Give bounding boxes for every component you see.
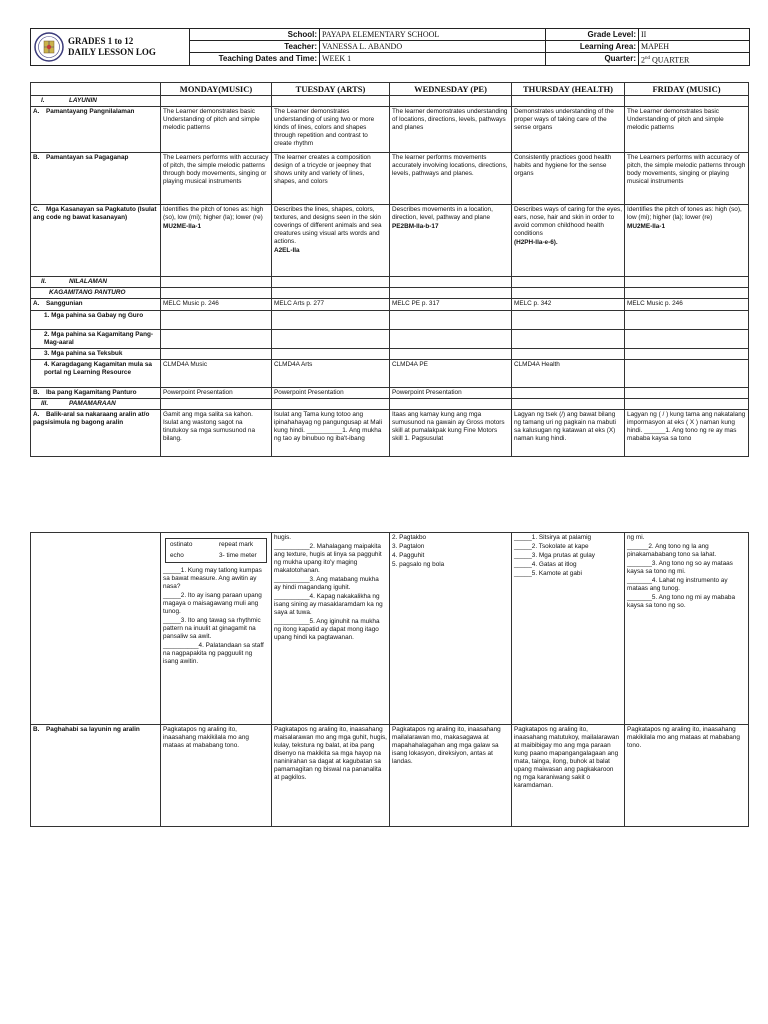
empty-cell [161,399,272,410]
empty-cell [272,288,390,299]
section-nilalaman [31,277,161,288]
question-item: __________4. Kapag nakakalikha ng isang sining ay masaklaramdam ka ng saya at tuwa. [274,593,383,616]
school-label: School: [190,29,320,41]
row-label [31,360,161,388]
question-item: __________4. Palatandaan sa staff na nagpapakita ng pagguulit ng isang awitin. [163,642,264,665]
section-pamamaraan-row [31,399,749,410]
cell-tuesday [272,205,390,277]
empty-cell [161,311,272,330]
cell-monday: Pagkatapos ng araling ito, inaasahang makikilala mo ang mataas at mababang tono. [161,725,272,827]
empty-cell [512,349,625,360]
list-item: 2. Pagtakbo [392,534,427,541]
quarter-value [639,53,749,65]
question-item: _____1. Kung may tatlong kumpas sa bawat measure. Ang awitin ay nasa? [163,567,262,590]
cell-wednesday: Powerpoint Presentation [390,388,512,399]
row-karagdagang-kagamitan [31,360,749,388]
empty-cell [625,96,749,107]
question-item: __________3. Ang matabang mukha ay hindi magandang iguhit. [274,576,379,591]
lesson-table-part2 [30,532,749,827]
empty-cell [272,330,390,349]
cell-wednesday: MELC PE p. 317 [390,299,512,311]
question-item: ng mi. [627,534,645,541]
question-item: _______4. Lahat ng instrumento ay mataas ang tunog. [627,577,728,592]
list-item: _____5. Kamote at gabi [514,570,582,577]
section-nilalaman-row [31,277,749,288]
section-layunin [31,96,161,107]
empty-cell [272,399,390,410]
cell-monday [161,205,272,277]
row-label-text: Mga pahina sa Teksbuk [51,350,123,357]
row-label-text: Mga pahina sa Gabay ng Guro [51,312,144,319]
day-header-thursday: THURSDAY (HEALTH) [512,83,625,96]
list-item: 4. Pagguhit [392,552,425,559]
school-value: PAYAPA ELEMENTARY SCHOOL [320,29,546,41]
cell-wednesday: The learner demonstrates understanding of locations, directions, levels, pathways and planes [390,107,512,153]
cell-thursday [512,388,625,399]
section-layunin-title: LAYUNIN [69,97,97,104]
row-label-text: Karagdagang Kagamitan mula sa portal ng Learning Resource [44,361,152,376]
row-label [31,330,161,349]
section-pamamaraan-num: III. [41,400,49,407]
cell-thursday: CLMD4A Health [512,360,625,388]
cell-tuesday: The Learner demonstrates understanding of using two or more kinds of lines, colors and shapes through repetition and contrast to create rhythm [272,107,390,153]
cell-text: Identifies the pitch of tones as: high (so), low (mi); higher (la); lower (re) [163,206,264,221]
cell-friday: MELC Music p. 246 [625,299,749,311]
header-title [68,36,156,58]
empty-cell [625,330,749,349]
empty-cell [390,330,512,349]
cell-tuesday: The learner creates a composition design of a tricycle or jeepney that shows unity and variety of lines, shapes, and colors [272,153,390,205]
teacher-value: VANESSA L. ABANDO [320,41,546,53]
cell-monday: Powerpoint Presentation [161,388,272,399]
cell-thursday: Pagkatapos ng araling ito, inaasahang matutukoy, mailalarawan at maibibigay mo ang mga paraan kung paano mapangangalagaan ang mata, tainga, ilong, buhok at balat upang maiwasan ang pagkakaroon ng mga karaniwang sakit o karamdaman. [512,725,625,827]
empty-cell [512,311,625,330]
cell-wednesday: Itaas ang kamay kung ang mga sumusunod na gawain ay Gross motors skill at pumalakpak kung Fine Motors skill 1. Pagsusulat [390,410,512,457]
row-label-text: Pamantayang Pangnilalaman [46,108,135,115]
cell-friday: Pagkatapos ng araling ito, inaasahang makikilala mo ang mataas at mababang tono. [625,725,749,827]
cell-tuesday: MELC Arts p. 277 [272,299,390,311]
quarter-number: 2 [641,55,645,65]
empty-cell [625,349,749,360]
header-title-line1: GRADES 1 to 12 [68,36,134,46]
word-box-item: echo [170,552,184,559]
day-header-tuesday: TUESDAY (ARTS) [272,83,390,96]
row-label-num: B. [33,154,40,161]
question-item: ______2. Ang tono ng la ang pinakamababang tono sa lahat. [627,543,717,558]
row-label [31,107,161,153]
row-balik-aral-continued [31,533,749,725]
row-label-num: B. [33,389,40,396]
cell-wednesday [390,533,512,725]
row-label [31,725,161,827]
word-box-item: repeat mark [219,541,254,548]
row-teksbuk [31,349,749,360]
section-kagamitang: KAGAMITANG PANTURO [31,288,161,299]
grade-level-label: Grade Level: [546,29,639,41]
row-label-num: 1. [44,312,50,319]
row-label-num: 2. [44,331,50,338]
row-label [31,349,161,360]
empty-cell [390,288,512,299]
cell-thursday [512,533,625,725]
question-item: _____2. Ito ay isang paraan upang magaya o maisagawang muli ang tunog. [163,592,262,615]
cell-wednesday: The learner performs movements accurately involving locations, directions, levels, pathways and planes. [390,153,512,205]
row-label [31,299,161,311]
learning-area-label: Learning Area: [546,41,639,53]
header-title-line2: DAILY LESSON LOG [68,47,156,57]
day-header-row [31,83,749,96]
cell-monday: The Learner demonstrates basic Understanding of pitch and simple melodic patterns [161,107,272,153]
section-layunin-num: I. [41,97,45,104]
cell-monday: MELC Music p. 246 [161,299,272,311]
empty-cell [161,96,272,107]
row-gabay [31,311,749,330]
cell-thursday: Demonstrates understanding of the proper ways of taking care of the sense organs [512,107,625,153]
list-item: _____2. Tsokolate at kape [514,543,589,550]
cell-code: PE2BM-IIa-b-17 [392,223,439,230]
list-item: 3. Pagtalon [392,543,425,550]
row-label-num: A. [33,108,40,115]
cell-code: A2EL-IIa [274,247,300,254]
list-item: _____3. Mga prutas at gulay [514,552,596,559]
row-kagamitang-pang-mag-aaral [31,330,749,349]
row-label-text: Iba pang Kagamitang Panturo [46,389,137,396]
learning-area-value: MAPEH [639,41,749,53]
empty-cell [161,330,272,349]
cell-monday: CLMD4A Music [161,360,272,388]
section-pamamaraan [31,399,161,410]
day-header-wednesday: WEDNESDAY (PE) [390,83,512,96]
cell-wednesday [390,205,512,277]
dates-value: WEEK 1 [320,53,546,65]
row-label [31,153,161,205]
cell-code: MU2ME-IIa-1 [627,223,665,230]
row-label-text: Pamantayan sa Pagaganap [46,154,129,161]
empty-cell [272,277,390,288]
section-nilalaman-title: NILALAMAN [69,278,107,285]
question-item: __________2. Mahalagang maipakita ang texture, hugis at linya sa pagguhit ng mukha upang ito'y maging makatotohanan. [274,543,382,574]
cell-tuesday: CLMD4A Arts [272,360,390,388]
row-label-text: Balik-aral sa nakaraang aralin at/o pagsisimula ng bagong aralin [33,411,150,426]
cell-monday [161,533,272,725]
word-box-item: 3- time meter [219,552,257,559]
empty-cell [272,349,390,360]
row-iba-pang-kagamitan [31,388,749,399]
empty-cell [390,96,512,107]
empty-cell [390,349,512,360]
cell-monday: Gamit ang mga salita sa kahon. Isulat ang wastong sagot na tinutukoy sa mga sumusunod na bilang. [161,410,272,457]
cell-friday: The Learners performs with accuracy of pitch, the simple melodic patterns through body movements, singing or playing musical instruments [625,153,749,205]
row-label [31,205,161,277]
cell-thursday: Lagyan ng tsek (/) ang bawat bilang ng tamang uri ng pagkain na mabuti sa kalusugan ng katawan at eks (X) naman kung hindi. [512,410,625,457]
empty-cell [512,399,625,410]
question-item: __________5. Ang iginuhit na mukha ng itong kapatid ay dapat mong itago upang hindi ka pagtawanan. [274,618,380,641]
row-pamantayan-sa-pagaganap [31,153,749,205]
row-label-num: B. [33,726,40,733]
row-label [31,311,161,330]
word-box [165,538,267,563]
empty-cell [390,311,512,330]
row-label-text: Mga Kasanayan sa Pagkatuto (Isulat ang code ng bawat kasanayan) [33,206,157,221]
grade-level-value: II [639,29,749,41]
list-item: _____4. Gatas at itlog [514,561,577,568]
question-item: _______3. Ang tono ng so ay mataas kaysa sa tono ng mi. [627,560,733,575]
row-label-num: 4. [44,361,50,368]
empty-cell [625,399,749,410]
teacher-label: Teacher: [190,41,320,53]
lesson-table-part1 [30,82,749,457]
cell-code: MU2ME-IIa-1 [163,223,201,230]
empty-cell [512,330,625,349]
row-label-text: Sanggunian [46,300,83,307]
cell-monday: The Learners performs with accuracy of pitch, the simple melodic patterns through body movements, singing or playing musical instruments [161,153,272,205]
day-header-friday: FRIDAY (MUSIC) [625,83,749,96]
section-nilalaman-num: II. [41,278,47,285]
section-pamamaraan-title: PAMAMARAAN [69,400,116,407]
row-label-text: Mga pahina sa Kagamitang Pang-Mag-aaral [44,331,154,346]
header-block [30,28,750,66]
row-label-num: 3. [44,350,50,357]
header-left [31,29,190,65]
day-header-monday: MONDAY(MUSIC) [161,83,272,96]
cell-friday: The Learner demonstrates basic Understanding of pitch and simple melodic patterns [625,107,749,153]
empty-cell [161,349,272,360]
row-mga-kasanayan [31,205,749,277]
row-paghahabi [31,725,749,827]
row-label-num: A. [33,300,40,307]
quarter-suffix: nd [645,56,650,61]
header-fields [190,29,749,65]
cell-text: Describes movements in a location, direction, level, pathway and plane [392,206,493,221]
cell-tuesday: Powerpoint Presentation [272,388,390,399]
cell-code: (H2PH-IIa-e-6). [514,239,558,246]
question-item: _____3. Ito ang tawag sa rhythmic pattern na inuulit at ginagamit na pansaliw sa awit. [163,617,261,640]
row-label-num: C. [33,206,40,213]
empty-cell [625,311,749,330]
quarter-word: QUARTER [652,55,690,65]
cell-tuesday: Pagkatapos ng araling ito, inaasahang maisalarawan mo ang mga guhit, hugis, kulay, tekstura ng balat, at iba pang disenyo na makikita sa mga hayop na naninirahan sa dagat at kagubatan sa pamamagitan ng biswal na pananalita at pagkilos. [272,725,390,827]
cell-friday [625,205,749,277]
cell-friday [625,360,749,388]
cell-friday [625,388,749,399]
cell-tuesday: Isulat ang Tama kung totoo ang ipinahahayag ng pangungusap at Mali kung hindi. __________1. Ang mukha ng tao ay binubuo ng iba't-ibang [272,410,390,457]
empty-cell [390,399,512,410]
cell-text: Identifies the pitch of tones as: high (so), low (mi); higher (la); lower (re) [627,206,742,221]
empty-cell [512,277,625,288]
row-label [31,388,161,399]
cell-text: Describes ways of caring for the eyes, ears, nose, hair and skin in order to avoid common childhood health conditions [514,206,622,237]
empty-cell [625,288,749,299]
question-item: _______5. Ang tono ng mi ay mababa kaysa sa tono ng so. [627,594,736,609]
cell-wednesday: Pagkatapos ng araling ito, inaasahang mailalarawan mo, makasagawa at mapahahalagahan ang mga galaw sa isang lokasyon, direksiyon, antas at landas. [390,725,512,827]
empty-cell [272,96,390,107]
cell-text: Describes the lines, shapes, colors, textures, and designs seen in the skin coverings of different animals and sea creatures using visual arts words and actions. [274,206,382,245]
empty-cell [512,288,625,299]
quarter-label: Quarter: [546,53,639,65]
row-pamantayang-pangnilalaman [31,107,749,153]
list-item: 5. pagsalo ng bola [392,561,445,568]
cell-tuesday [272,533,390,725]
empty-cell [161,277,272,288]
section-layunin-row [31,96,749,107]
row-label [31,410,161,457]
cell-friday [625,533,749,725]
empty-cell [512,96,625,107]
list-item: _____1. Sitsirya at palamig [514,534,592,541]
cell-thursday: MELC p. 342 [512,299,625,311]
word-box-item: ostinato [170,541,193,548]
cell-wednesday: CLMD4A PE [390,360,512,388]
cell-thursday: Consistently practices good health habits and hygiene for the sense organs [512,153,625,205]
deped-seal-icon [34,32,64,62]
empty-cell [272,311,390,330]
empty-cell [625,277,749,288]
section-kagamitang-row [31,288,749,299]
row-balik-aral [31,410,749,457]
row-label-num: A. [33,411,40,418]
cell-thursday [512,205,625,277]
question-item: hugis. [274,534,292,541]
empty-cell [161,288,272,299]
empty-cell [390,277,512,288]
dates-label: Teaching Dates and Time: [190,53,320,65]
corner-cell [31,83,161,96]
empty-label-cell [31,533,161,725]
cell-friday: Lagyan ng ( / ) kung tama ang nakatalang impormasyon at eks ( X ) naman kung hindi. ______1. Ang tono ng re ay mas mababa kaysa sa tono [625,410,749,457]
row-sanggunian [31,299,749,311]
row-label-text: Paghahabi sa layunin ng aralin [46,726,140,733]
